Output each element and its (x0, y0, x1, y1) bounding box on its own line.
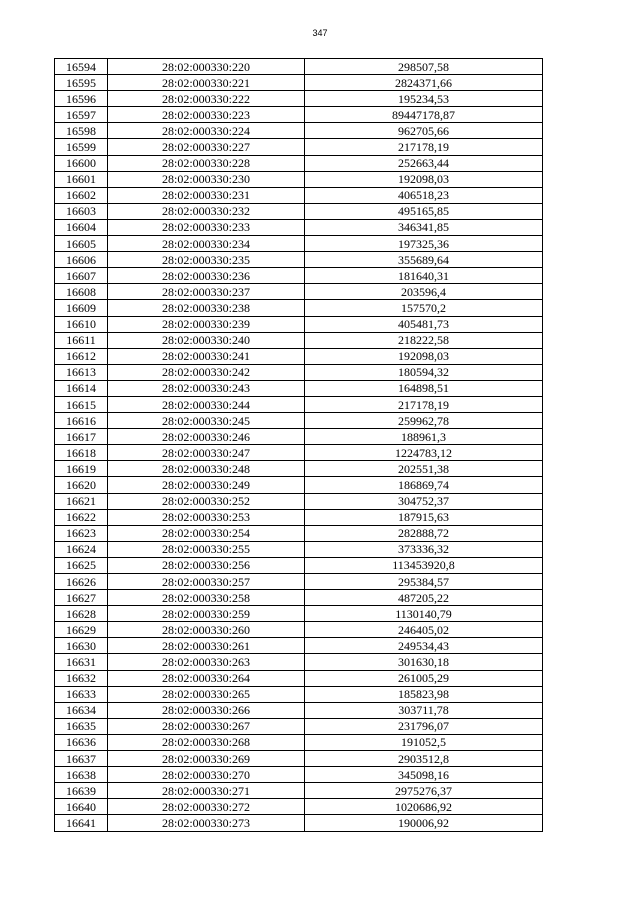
cadastral-number-cell: 28:02:000330:247 (108, 445, 305, 461)
cadastral-number-cell: 28:02:000330:239 (108, 316, 305, 332)
cadastral-value-cell: 1020686,92 (305, 799, 543, 815)
row-number-cell: 16616 (55, 413, 108, 429)
cadastral-value-cell: 157570,2 (305, 300, 543, 316)
table-row (55, 702, 543, 718)
row-number-cell: 16626 (55, 574, 108, 590)
cadastral-number-cell: 28:02:000330:268 (108, 734, 305, 750)
row-number-cell: 16620 (55, 477, 108, 493)
table-row (55, 252, 543, 268)
table-row (55, 316, 543, 332)
row-number-cell: 16602 (55, 187, 108, 203)
cadastral-value-cell: 406518,23 (305, 187, 543, 203)
row-number-cell: 16628 (55, 606, 108, 622)
cadastral-number-cell: 28:02:000330:240 (108, 332, 305, 348)
table-row (55, 767, 543, 783)
cadastral-number-cell: 28:02:000330:253 (108, 509, 305, 525)
cadastral-value-cell: 1224783,12 (305, 445, 543, 461)
cadastral-number-cell: 28:02:000330:238 (108, 300, 305, 316)
cadastral-number-cell: 28:02:000330:220 (108, 59, 305, 75)
row-number-cell: 16598 (55, 123, 108, 139)
cadastral-number-cell: 28:02:000330:258 (108, 590, 305, 606)
cadastral-value-cell: 186869,74 (305, 477, 543, 493)
cadastral-value-cell: 259962,78 (305, 413, 543, 429)
row-number-cell: 16601 (55, 171, 108, 187)
row-number-cell: 16594 (55, 59, 108, 75)
table-row (55, 622, 543, 638)
table-row (55, 815, 543, 831)
table-row (55, 219, 543, 235)
cadastral-value-cell: 180594,32 (305, 364, 543, 380)
table-row (55, 783, 543, 799)
cadastral-number-cell: 28:02:000330:230 (108, 171, 305, 187)
cadastral-value-cell: 185823,98 (305, 686, 543, 702)
row-number-cell: 16625 (55, 557, 108, 573)
cadastral-number-cell: 28:02:000330:237 (108, 284, 305, 300)
table-row (55, 509, 543, 525)
cadastral-number-cell: 28:02:000330:233 (108, 219, 305, 235)
table-row (55, 670, 543, 686)
cadastral-number-cell: 28:02:000330:246 (108, 429, 305, 445)
table-row (55, 606, 543, 622)
table-row (55, 461, 543, 477)
row-number-cell: 16610 (55, 316, 108, 332)
table-row (55, 268, 543, 284)
table-row (55, 348, 543, 364)
row-number-cell: 16604 (55, 219, 108, 235)
cadastral-value-cell: 217178,19 (305, 139, 543, 155)
row-number-cell: 16633 (55, 686, 108, 702)
cadastral-value-cell: 192098,03 (305, 171, 543, 187)
row-number-cell: 16605 (55, 236, 108, 252)
cadastral-value-cell: 1130140,79 (305, 606, 543, 622)
cadastral-number-cell: 28:02:000330:269 (108, 751, 305, 767)
row-number-cell: 16624 (55, 541, 108, 557)
table-row (55, 332, 543, 348)
row-number-cell: 16630 (55, 638, 108, 654)
cadastral-number-cell: 28:02:000330:242 (108, 364, 305, 380)
cadastral-number-cell: 28:02:000330:235 (108, 252, 305, 268)
cadastral-value-cell: 181640,31 (305, 268, 543, 284)
table-row (55, 300, 543, 316)
table-row (55, 638, 543, 654)
cadastral-number-cell: 28:02:000330:266 (108, 702, 305, 718)
cadastral-value-cell: 203596,4 (305, 284, 543, 300)
cadastral-value-cell: 218222,58 (305, 332, 543, 348)
cadastral-number-cell: 28:02:000330:228 (108, 155, 305, 171)
row-number-cell: 16640 (55, 799, 108, 815)
cadastral-value-cell: 2975276,37 (305, 783, 543, 799)
cadastral-value-cell: 89447178,87 (305, 107, 543, 123)
cadastral-number-cell: 28:02:000330:248 (108, 461, 305, 477)
cadastral-value-cell: 190006,92 (305, 815, 543, 831)
cadastral-value-cell: 187915,63 (305, 509, 543, 525)
cadastral-value-cell: 373336,32 (305, 541, 543, 557)
row-number-cell: 16641 (55, 815, 108, 831)
cadastral-value-cell: 2903512,8 (305, 751, 543, 767)
row-number-cell: 16618 (55, 445, 108, 461)
row-number-cell: 16609 (55, 300, 108, 316)
cadastral-number-cell: 28:02:000330:222 (108, 91, 305, 107)
row-number-cell: 16634 (55, 702, 108, 718)
row-number-cell: 16623 (55, 525, 108, 541)
cadastral-number-cell: 28:02:000330:265 (108, 686, 305, 702)
row-number-cell: 16635 (55, 718, 108, 734)
cadastral-value-cell: 202551,38 (305, 461, 543, 477)
table-row (55, 445, 543, 461)
cadastral-number-cell: 28:02:000330:271 (108, 783, 305, 799)
cadastral-number-cell: 28:02:000330:241 (108, 348, 305, 364)
cadastral-value-cell: 304752,37 (305, 493, 543, 509)
cadastral-value-cell: 191052,5 (305, 734, 543, 750)
table-row (55, 75, 543, 91)
cadastral-number-cell: 28:02:000330:260 (108, 622, 305, 638)
cadastral-value-cell: 164898,51 (305, 380, 543, 396)
row-number-cell: 16614 (55, 380, 108, 396)
table-row (55, 718, 543, 734)
cadastral-value-cell: 487205,22 (305, 590, 543, 606)
table-row (55, 734, 543, 750)
table-row (55, 654, 543, 670)
cadastral-value-cell: 231796,07 (305, 718, 543, 734)
cadastral-number-cell: 28:02:000330:232 (108, 203, 305, 219)
table-row (55, 284, 543, 300)
cadastral-value-cell: 246405,02 (305, 622, 543, 638)
table-row (55, 155, 543, 171)
row-number-cell: 16611 (55, 332, 108, 348)
cadastral-value-cell: 282888,72 (305, 525, 543, 541)
cadastral-value-cell: 298507,58 (305, 59, 543, 75)
cadastral-number-cell: 28:02:000330:272 (108, 799, 305, 815)
cadastral-number-cell: 28:02:000330:264 (108, 670, 305, 686)
cadastral-value-table (54, 58, 543, 832)
table-row (55, 396, 543, 412)
cadastral-number-cell: 28:02:000330:267 (108, 718, 305, 734)
cadastral-value-cell: 346341,85 (305, 219, 543, 235)
table-row (55, 590, 543, 606)
row-number-cell: 16607 (55, 268, 108, 284)
table-row (55, 799, 543, 815)
cadastral-value-cell: 192098,03 (305, 348, 543, 364)
table-row (55, 91, 543, 107)
cadastral-number-cell: 28:02:000330:254 (108, 525, 305, 541)
cadastral-number-cell: 28:02:000330:245 (108, 413, 305, 429)
table-row (55, 541, 543, 557)
cadastral-value-cell: 962705,66 (305, 123, 543, 139)
row-number-cell: 16595 (55, 75, 108, 91)
row-number-cell: 16600 (55, 155, 108, 171)
cadastral-number-cell: 28:02:000330:263 (108, 654, 305, 670)
page-number: 347 (312, 28, 328, 38)
cadastral-value-cell: 405481,73 (305, 316, 543, 332)
cadastral-number-cell: 28:02:000330:256 (108, 557, 305, 573)
cadastral-value-cell: 217178,19 (305, 396, 543, 412)
table-row (55, 171, 543, 187)
row-number-cell: 16617 (55, 429, 108, 445)
row-number-cell: 16599 (55, 139, 108, 155)
cadastral-value-cell: 188961,3 (305, 429, 543, 445)
cadastral-number-cell: 28:02:000330:270 (108, 767, 305, 783)
row-number-cell: 16615 (55, 396, 108, 412)
cadastral-number-cell: 28:02:000330:244 (108, 396, 305, 412)
cadastral-value-cell: 303711,78 (305, 702, 543, 718)
table-row (55, 429, 543, 445)
row-number-cell: 16622 (55, 509, 108, 525)
row-number-cell: 16619 (55, 461, 108, 477)
cadastral-value-cell: 295384,57 (305, 574, 543, 590)
row-number-cell: 16638 (55, 767, 108, 783)
row-number-cell: 16631 (55, 654, 108, 670)
cadastral-value-cell: 195234,53 (305, 91, 543, 107)
cadastral-value-cell: 355689,64 (305, 252, 543, 268)
table-row (55, 525, 543, 541)
row-number-cell: 16613 (55, 364, 108, 380)
cadastral-number-cell: 28:02:000330:236 (108, 268, 305, 284)
cadastral-value-cell: 301630,18 (305, 654, 543, 670)
cadastral-number-cell: 28:02:000330:224 (108, 123, 305, 139)
cadastral-number-cell: 28:02:000330:227 (108, 139, 305, 155)
cadastral-value-cell: 345098,16 (305, 767, 543, 783)
table-row (55, 139, 543, 155)
cadastral-number-cell: 28:02:000330:249 (108, 477, 305, 493)
row-number-cell: 16629 (55, 622, 108, 638)
table-row (55, 574, 543, 590)
table-row (55, 123, 543, 139)
table-row (55, 107, 543, 123)
cadastral-number-cell: 28:02:000330:261 (108, 638, 305, 654)
cadastral-value-cell: 261005,29 (305, 670, 543, 686)
row-number-cell: 16597 (55, 107, 108, 123)
row-number-cell: 16606 (55, 252, 108, 268)
row-number-cell: 16612 (55, 348, 108, 364)
table-row (55, 59, 543, 75)
row-number-cell: 16627 (55, 590, 108, 606)
cadastral-number-cell: 28:02:000330:231 (108, 187, 305, 203)
row-number-cell: 16636 (55, 734, 108, 750)
cadastral-number-cell: 28:02:000330:234 (108, 236, 305, 252)
row-number-cell: 16596 (55, 91, 108, 107)
cadastral-number-cell: 28:02:000330:255 (108, 541, 305, 557)
row-number-cell: 16639 (55, 783, 108, 799)
table-body (55, 59, 543, 832)
cadastral-value-cell: 2824371,66 (305, 75, 543, 91)
row-number-cell: 16621 (55, 493, 108, 509)
table-row (55, 364, 543, 380)
table-row (55, 203, 543, 219)
table-row (55, 236, 543, 252)
cadastral-number-cell: 28:02:000330:273 (108, 815, 305, 831)
row-number-cell: 16637 (55, 751, 108, 767)
table-row (55, 493, 543, 509)
table-row (55, 187, 543, 203)
table-row (55, 557, 543, 573)
table-row (55, 380, 543, 396)
cadastral-number-cell: 28:02:000330:259 (108, 606, 305, 622)
cadastral-value-cell: 495165,85 (305, 203, 543, 219)
cadastral-value-cell: 249534,43 (305, 638, 543, 654)
cadastral-number-cell: 28:02:000330:223 (108, 107, 305, 123)
cadastral-number-cell: 28:02:000330:252 (108, 493, 305, 509)
cadastral-number-cell: 28:02:000330:243 (108, 380, 305, 396)
cadastral-number-cell: 28:02:000330:221 (108, 75, 305, 91)
cadastral-value-cell: 113453920,8 (305, 557, 543, 573)
row-number-cell: 16608 (55, 284, 108, 300)
table-row (55, 686, 543, 702)
table-row (55, 751, 543, 767)
table-row (55, 413, 543, 429)
cadastral-number-cell: 28:02:000330:257 (108, 574, 305, 590)
row-number-cell: 16603 (55, 203, 108, 219)
cadastral-value-cell: 197325,36 (305, 236, 543, 252)
table-row (55, 477, 543, 493)
row-number-cell: 16632 (55, 670, 108, 686)
cadastral-value-cell: 252663,44 (305, 155, 543, 171)
